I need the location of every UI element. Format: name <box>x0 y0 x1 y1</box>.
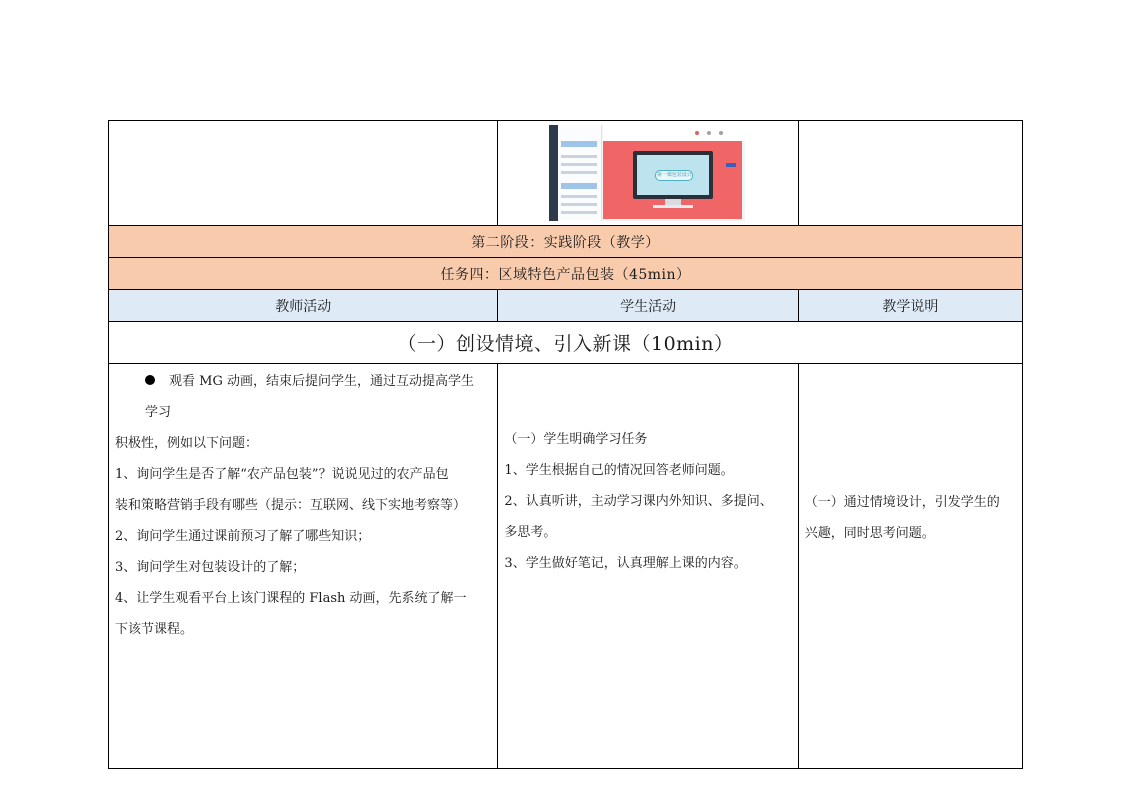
thumb-monitor-base <box>653 205 693 208</box>
thumb-course-list <box>558 125 602 221</box>
teacher-line: 学习 <box>145 405 172 420</box>
thumb-video-stage <box>603 141 742 219</box>
content-row <box>109 364 1023 769</box>
stage-banner-row <box>109 226 1023 258</box>
header-teaching-notes: 教学说明 <box>798 290 1022 322</box>
empty-cell-right <box>798 121 1022 226</box>
thumb-monitor <box>633 151 713 199</box>
thumb-logo <box>726 163 736 167</box>
teacher-activity-cell <box>109 364 498 769</box>
empty-cell-left <box>109 121 498 226</box>
thumb-top-bar <box>603 125 745 141</box>
task-banner-row <box>109 258 1023 290</box>
thumb-list-item <box>561 203 597 206</box>
thumb-list-item <box>561 163 597 166</box>
thumb-screen <box>637 155 709 195</box>
student-activity-cell <box>498 364 798 769</box>
teacher-line: 4、让学生观看平台上该门课程的 Flash 动画，先系统了解一 <box>115 591 467 606</box>
section-title: （一）创设情境、引入新课（10min） <box>109 322 1023 364</box>
thumb-dot <box>719 131 723 135</box>
student-line: 1、学生根据自己的情况回答老师问题。 <box>504 463 734 478</box>
stage-banner: 第二阶段：实践阶段（教学） <box>109 226 1023 258</box>
thumb-list-item <box>561 171 597 174</box>
thumb-title-pill: 第一课包装设计 <box>655 170 693 181</box>
student-line: （一）学生明确学习任务 <box>504 432 648 447</box>
teacher-line: 下该节课程。 <box>115 622 194 637</box>
notes-line: （一）通过情境设计，引发学生的 <box>804 495 1000 510</box>
section-title-row <box>109 322 1023 364</box>
teacher-line: 积极性，例如以下问题： <box>115 436 259 451</box>
header-teacher-activity: 教师活动 <box>109 290 498 322</box>
thumb-list-item <box>561 211 597 214</box>
student-line: 3、学生做好笔记，认真理解上课的内容。 <box>504 556 747 571</box>
student-line: 2、认真听讲，主动学习课内外知识、多提问、 <box>504 494 773 509</box>
thumb-list-item <box>561 141 597 147</box>
notes-line: 兴趣，同时思考问题。 <box>804 526 935 541</box>
header-student-activity: 学生活动 <box>498 290 798 322</box>
thumb-list-item <box>561 155 597 158</box>
thumb-dot <box>707 131 711 135</box>
column-header-row <box>109 290 1023 322</box>
teacher-line: 2、询问学生通过课前预习了解了哪些知识； <box>115 529 371 544</box>
thumb-list-item <box>561 195 597 198</box>
teacher-line: 装和策略营销手段有哪些（提示：互联网、线下实地考察等） <box>115 498 467 513</box>
lesson-plan-table <box>108 120 1023 769</box>
task-banner: 任务四：区域特色产品包装（45min） <box>109 258 1023 290</box>
platform-screenshot <box>549 125 745 221</box>
bullet-icon <box>145 375 155 385</box>
teacher-line: 3、询问学生对包装设计的了解； <box>115 560 306 575</box>
thumb-list-item <box>561 183 597 189</box>
image-row <box>109 121 1023 226</box>
teacher-line: 1、询问学生是否了解“农产品包装”？说说见过的农产品包 <box>115 467 449 482</box>
teaching-notes-cell <box>798 364 1022 769</box>
teacher-bullet-line: 观看 MG 动画，结束后提问学生，通过互动提高学生 <box>115 366 491 397</box>
thumb-nav-bar <box>549 125 558 221</box>
screenshot-cell <box>498 121 798 226</box>
student-line: 多思考。 <box>504 525 557 540</box>
thumb-dot <box>695 131 699 135</box>
